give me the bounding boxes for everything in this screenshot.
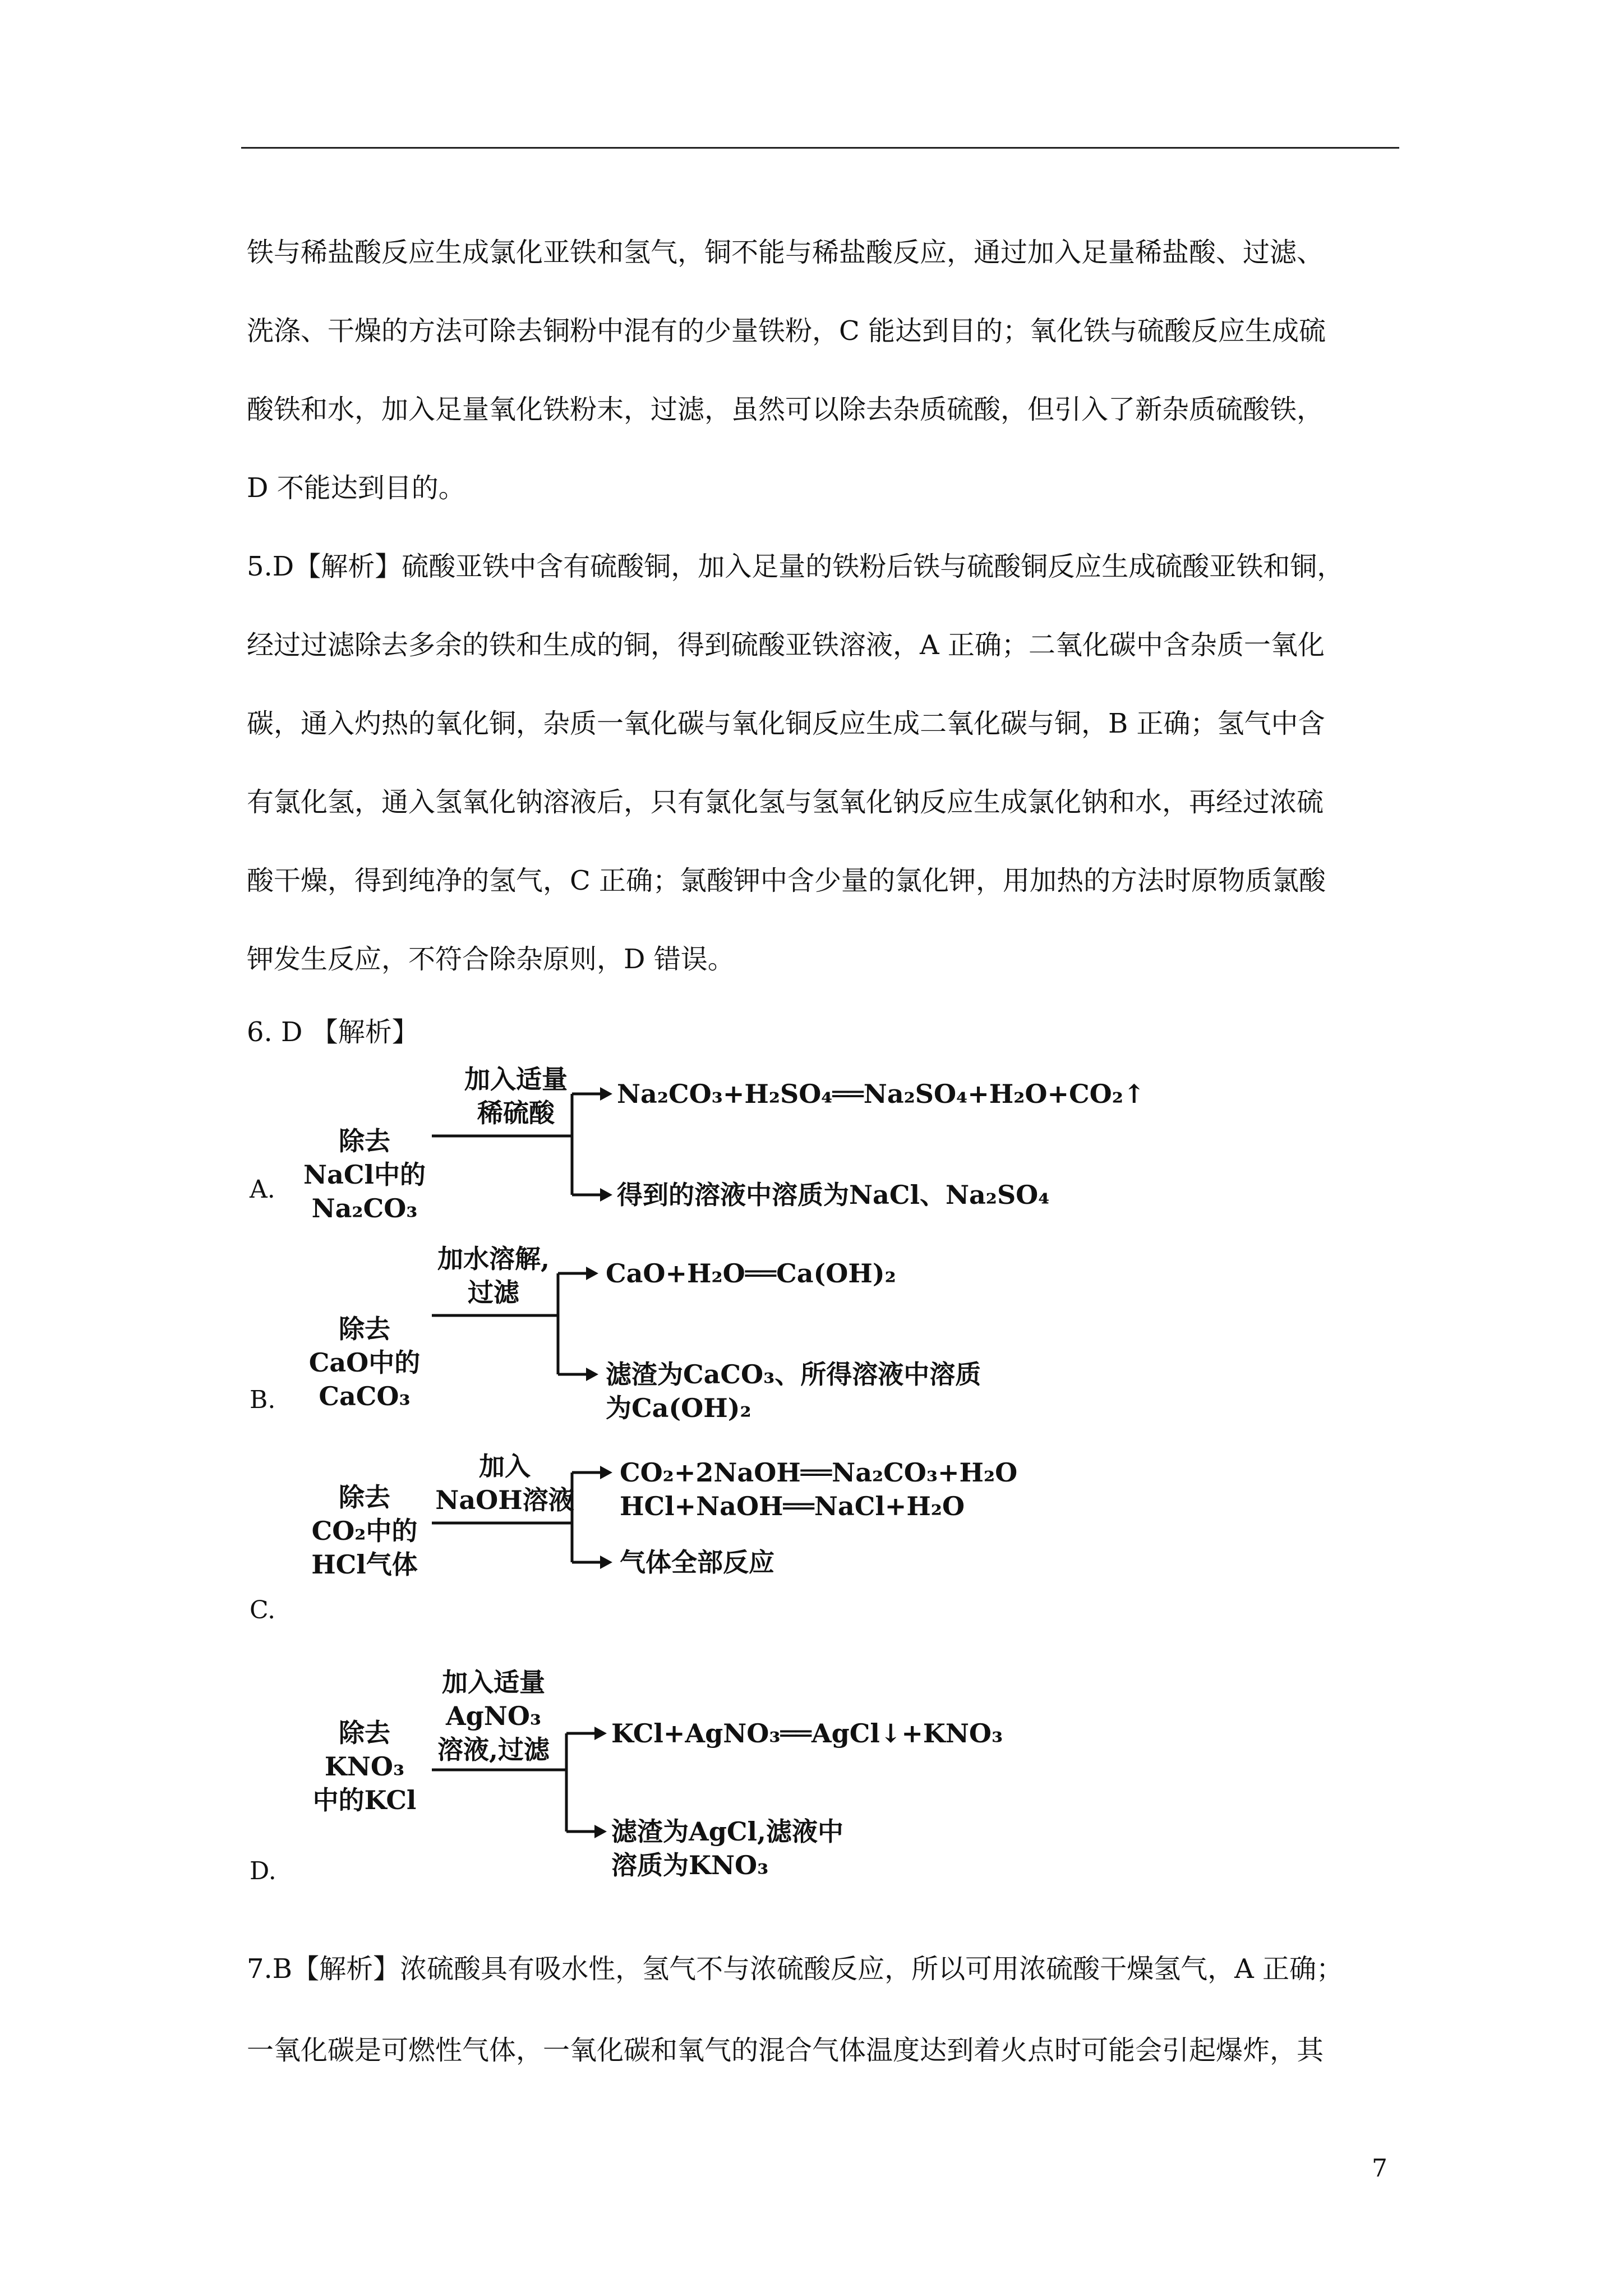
diagram-a-reagent: 稀硫酸 [477,1098,555,1128]
diagram-d-left: 中的KCl [312,1785,417,1815]
diagram-c [280,1450,1122,1635]
diagram-b-equation: CaO+H₂O══Ca(OH)₂ [606,1258,896,1289]
diagram-b-left: CaO中的 [308,1347,421,1378]
diagram-c-reagent: NaOH溶液 [435,1485,574,1515]
diagram-c-left: CO₂中的 [311,1516,418,1546]
diagram-d-left: 除去 [339,1718,390,1748]
option-label-c: C. [250,1596,276,1625]
diagram-c-result: 气体全部反应 [620,1547,774,1577]
page-number: 7 [1372,2154,1387,2183]
diagram-d-result: 滤渣为AgCl,滤液中 [611,1816,843,1847]
paragraph-line: 经过过滤除去多余的铁和生成的铜，得到硫酸亚铁溶液，A 正确；二氧化碳中含杂质一氧化 [247,629,1325,661]
paragraph-line: 5.D【解析】硫酸亚铁中含有硫酸铜，加入足量的铁粉后铁与硫酸铜反应生成硫酸亚铁和铜， [247,551,1344,582]
diagram-a-result: 得到的溶液中溶质为NaCl、Na₂SO₄ [617,1180,1050,1210]
diagram-d-reagent: 溶液,过滤 [437,1734,550,1765]
diagram-a-reagent: 加入适量 [464,1064,568,1094]
diagram-b-left: CaCO₃ [319,1381,411,1411]
paragraph-line: 有氯化氢，通入氢氧化钠溶液后，只有氯化氢与氢氧化钠反应生成氯化钠和水，再经过浓硫 [247,786,1324,818]
diagram-b-left: 除去 [339,1314,390,1344]
paragraph-line: 洗涤、干燥的方法可除去铜粉中混有的少量铁粉，C 能达到目的；氧化铁与硫酸反应生成硫 [247,315,1326,347]
paragraph-line: 铁与稀盐酸反应生成氯化亚铁和氢气，铜不能与稀盐酸反应，通过加入足量稀盐酸、过滤、 [247,237,1324,268]
paragraph-line: 碳，通入灼热的氧化铜，杂质一氧化碳与氧化铜反应生成二氧化碳与铜，B 正确；氢气中含 [247,708,1325,739]
paragraph-line: D 不能达到目的。 [247,472,465,504]
header-rule [241,147,1399,149]
diagram-b [280,1240,1122,1425]
paragraph-line: 一氧化碳是可燃性气体，一氧化碳和氧气的混合气体温度达到着火点时可能会引起爆炸，其 [247,2035,1324,2066]
diagram-d-reagent: 加入适量 [442,1667,545,1697]
diagram-b-result: 滤渣为CaCO₃、所得溶液中溶质 [606,1359,981,1389]
diagram-d-result: 溶质为KNO₃ [611,1850,769,1880]
diagram-b-reagent: 加水溶解, [437,1244,550,1274]
option-label-d: D. [250,1857,276,1885]
diagram-b-result: 为Ca(OH)₂ [606,1393,751,1423]
diagram-d-equation: KCl+AgNO₃══AgCl↓+KNO₃ [611,1718,1003,1749]
paragraph-line: 酸干燥，得到纯净的氢气，C 正确；氯酸钾中含少量的氯化钾，用加热的方法时原物质氯酸 [247,865,1326,896]
diagram-c-equation: CO₂+2NaOH══Na₂CO₃+H₂O [620,1457,1018,1488]
diagram-c-left: HCl气体 [311,1549,418,1580]
diagram-d [280,1666,1122,1879]
diagram-c-left: 除去 [339,1482,390,1512]
diagram-a-equation: Na₂CO₃+H₂SO₄══Na₂SO₄+H₂O+CO₂↑ [617,1079,1145,1109]
option-label-b: B. [250,1386,276,1414]
diagram-b-reagent: 过滤 [468,1277,519,1308]
diagram-c-equation: HCl+NaOH══NaCl+H₂O [620,1491,965,1521]
paragraph-line: 6. D 【解析】 [247,1016,419,1048]
diagram-d-left: KNO₃ [324,1751,405,1782]
diagram-d-reagent: AgNO₃ [445,1701,542,1731]
diagram-a-left: Na₂CO₃ [311,1193,418,1223]
diagram-c-reagent: 加入 [479,1451,531,1481]
paragraph-line: 7.B【解析】浓硫酸具有吸水性，氢气不与浓硫酸反应，所以可用浓硫酸干燥氢气，A 正确； [247,1953,1343,1985]
paragraph-line: 酸铁和水，加入足量氧化铁粉末，过滤，虽然可以除去杂质硫酸，但引入了新杂质硫酸铁， [247,394,1324,425]
paragraph-line: 钾发生反应，不符合除杂原则，D 错误。 [247,944,735,975]
option-label-a: A. [250,1175,275,1204]
diagram-a-left: NaCl中的 [303,1159,426,1190]
diagram-a [280,1060,1145,1245]
diagram-a-left: 除去 [339,1126,390,1156]
